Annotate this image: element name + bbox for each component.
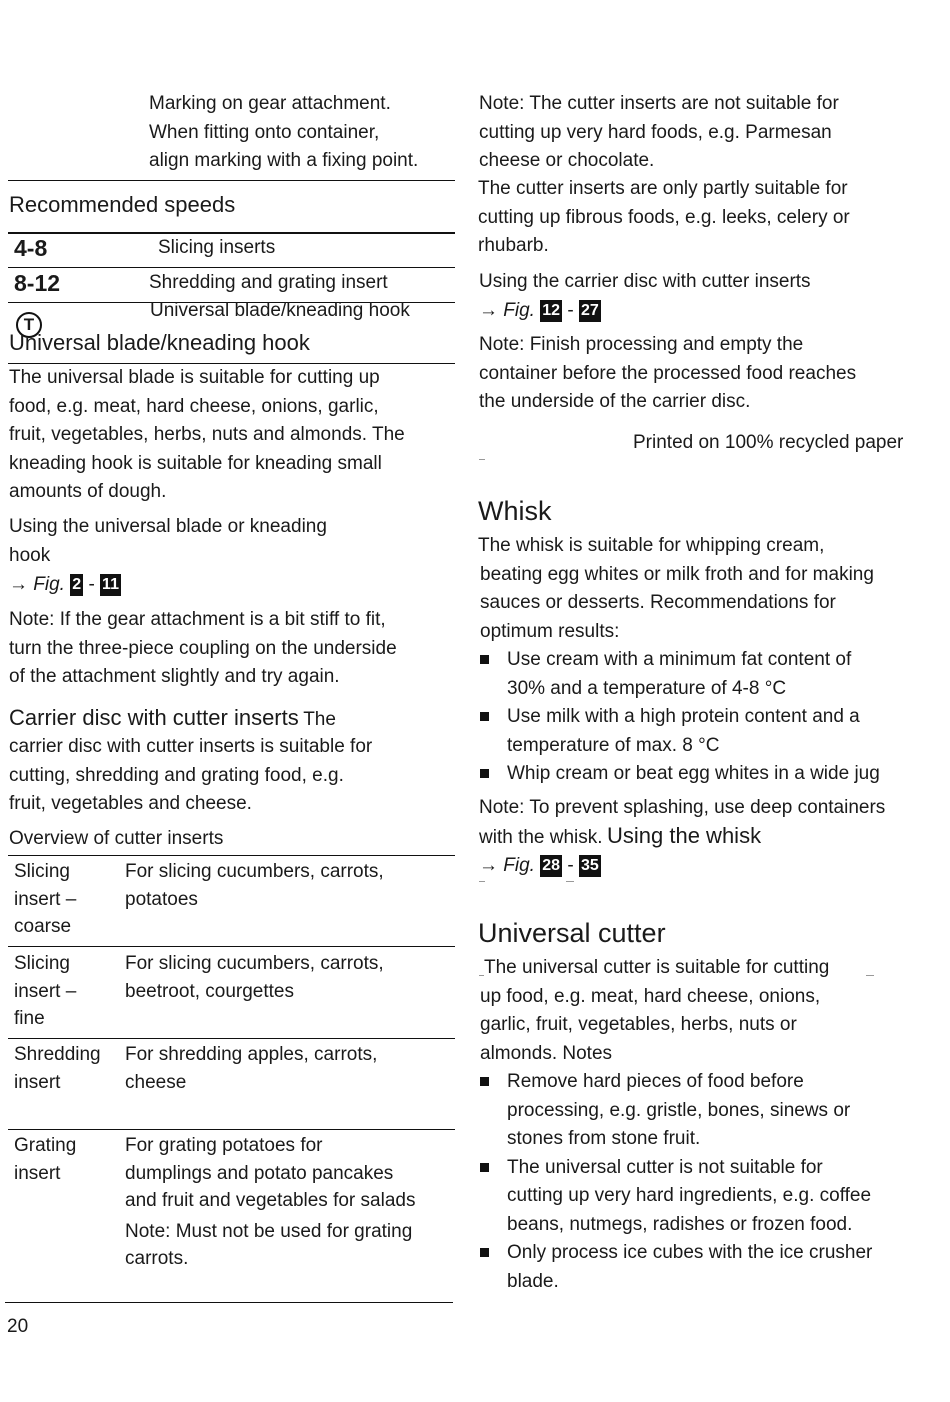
text-line: food, e.g. meat, hard cheese, onions, garlic, (9, 395, 379, 417)
arrow-right-icon: → (479, 300, 498, 321)
arrow-right-icon: → (9, 574, 28, 595)
cell-line: insert (14, 1162, 61, 1184)
list-item (478, 1239, 933, 1296)
fig-label: Fig. (503, 855, 535, 876)
text-line: temperature of max. 8 °C (507, 734, 720, 756)
universal-description (9, 364, 455, 507)
insert-description (125, 950, 455, 1005)
text-line: Note: Finish processing and empty the (479, 334, 804, 355)
divider (8, 1129, 455, 1130)
table-row (8, 950, 455, 1038)
text-line: fruit, vegetables, herbs, nuts and almonds. The (9, 424, 405, 445)
carrier-heading-line (9, 703, 455, 736)
text-line: Use milk with a high protein content and a (507, 706, 860, 727)
cell-line: For grating potatoes for (125, 1135, 323, 1156)
grating-note (125, 1218, 455, 1273)
marking-line: When fitting onto container, (149, 121, 380, 143)
text-line: Only process ice cubes with the ice crusher (507, 1242, 873, 1263)
text-line: The universal blade is suitable for cutting up (9, 367, 380, 388)
carrier-text-start: The (303, 709, 336, 730)
using-whisk-heading: Using the whisk (607, 823, 762, 848)
list-item (478, 760, 933, 789)
text-line: beans, nutmegs, radishes or frozen food. (507, 1213, 853, 1235)
list-item (478, 1068, 933, 1154)
text-line: of the attachment slightly and try again. (9, 666, 340, 687)
overview-heading: Overview of cutter inserts (9, 828, 224, 849)
speed-row (8, 296, 455, 330)
figure-reference (479, 852, 601, 880)
text-line: beating egg whites or milk froth and for making (480, 563, 874, 585)
text-line: with the whisk. (479, 827, 603, 848)
cell-line: For shredding apples, carrots, (125, 1044, 378, 1065)
divider (8, 180, 455, 181)
cell-line: dumplings and potato pancakes (125, 1162, 394, 1184)
finish-note (479, 331, 934, 417)
list-item (478, 1154, 933, 1240)
marking-line: align marking with a fixing point. (149, 150, 419, 171)
figure-number-badge: 35 (579, 855, 601, 877)
table-top-rule (8, 855, 455, 856)
hard-food-note (479, 90, 934, 176)
cell-line: carrots. (125, 1248, 189, 1269)
bullet-square-icon (480, 769, 489, 778)
text-line: amounts of dough. (9, 481, 167, 502)
figure-number-badge: 12 (540, 300, 562, 322)
fig-label: Fig. (503, 300, 535, 321)
bullet-square-icon (480, 1163, 489, 1172)
insert-name (14, 950, 119, 1033)
speed-value: 4-8 (14, 235, 48, 261)
whisk-description (478, 532, 933, 646)
fig-label: Fig. (33, 574, 65, 595)
text-line: kneading hook is suitable for kneading small (9, 452, 382, 474)
marking-line: Marking on gear attachment. (149, 93, 391, 114)
table-row (8, 858, 455, 946)
text-line: cheese or chocolate. (479, 150, 655, 171)
text-line: The universal cutter is suitable for cutting (484, 957, 830, 978)
text-line: cutting up fibrous foods, e.g. leeks, celery or (478, 206, 850, 228)
bullet-square-icon (480, 655, 489, 664)
fibrous-note (478, 175, 933, 261)
figure-number-badge: 27 (579, 300, 601, 322)
cell-line: insert – (14, 980, 77, 1002)
text-line: garlic, fruit, vegetables, herbs, nuts or (480, 1014, 797, 1035)
insert-name (14, 858, 119, 941)
text-line: rhubarb. (478, 235, 549, 256)
text-line: 30% and a temperature of 4-8 °C (507, 677, 787, 699)
figure-number-badge: 2 (70, 574, 83, 596)
text-line: carrier disc with cutter inserts is suitable for (9, 736, 373, 757)
text-line: up food, e.g. meat, hard cheese, onions, (480, 985, 821, 1007)
bullet-square-icon (480, 1077, 489, 1086)
speed-label: Slicing inserts (158, 237, 276, 258)
universal-cutter-description (478, 954, 933, 1068)
text-line: The whisk is suitable for whipping cream, (478, 535, 825, 556)
text-line: processing, e.g. gristle, bones, sinews or (507, 1099, 851, 1121)
cell-line: insert (14, 1071, 61, 1093)
figure-number-badge: 11 (100, 574, 121, 596)
cell-line: For slicing cucumbers, carrots, (125, 861, 384, 882)
universal-cutter-notes-list (478, 1068, 933, 1296)
speed-label: Shredding and grating insert (149, 272, 388, 293)
cell-line: cheese (125, 1071, 187, 1093)
page-number: 20 (7, 1316, 29, 1337)
insert-description (125, 1041, 455, 1096)
speed-value: 8-12 (14, 270, 61, 296)
text-line: cutting up very hard foods, e.g. Parmesan (479, 121, 832, 143)
text-line: Remove hard pieces of food before (507, 1071, 804, 1092)
turbo-t-icon: T (16, 312, 42, 338)
list-item (478, 703, 933, 760)
artifact-mark (866, 975, 874, 976)
universal-heading: Universal blade/kneading hook (9, 330, 310, 355)
text-line: the underside of the carrier disc. (479, 391, 751, 412)
carrier-description (9, 733, 455, 819)
gear-note (9, 606, 455, 692)
text-line: Note: The cutter inserts are not suitable for (479, 93, 839, 114)
cell-line: For slicing cucumbers, carrots, (125, 953, 384, 974)
range-separator: - (567, 855, 574, 876)
whisk-heading: Whisk (478, 496, 552, 526)
cell-line: Note: Must not be used for grating (125, 1220, 413, 1242)
bullet-square-icon (480, 712, 489, 721)
text-line: cutting, shredding and grating food, e.g. (9, 764, 344, 786)
arrow-right-icon: → (479, 855, 498, 876)
text-line: stones from stone fruit. (507, 1128, 701, 1149)
figure-number-badge: 28 (540, 855, 562, 877)
whisk-tips-list (478, 646, 933, 789)
carrier-heading: Carrier disc with cutter inserts (9, 705, 299, 730)
artifact-mark (479, 881, 485, 882)
table-row (8, 1041, 455, 1129)
figure-reference (9, 571, 121, 599)
speed-label: Universal blade/kneading hook (150, 300, 410, 321)
text-line: blade. (507, 1270, 559, 1292)
artifact-mark (566, 881, 574, 882)
divider (8, 946, 455, 947)
artifact-mark (479, 459, 485, 460)
table-bottom-rule (5, 1302, 453, 1303)
text-line: hook (9, 544, 51, 566)
marking-note (149, 90, 459, 176)
speed-row (8, 233, 455, 267)
list-item (478, 646, 933, 703)
splash-note-continued (479, 822, 761, 854)
insert-description (125, 858, 455, 913)
cell-line: Shredding (14, 1044, 101, 1065)
range-separator: - (567, 300, 574, 321)
text-line: Using the universal blade or kneading (9, 516, 327, 537)
text-line: The cutter inserts are only partly suitable for (478, 178, 848, 199)
table-row (8, 1132, 455, 1302)
using-carrier-heading: Using the carrier disc with cutter inserts (479, 271, 811, 292)
cell-line: and fruit and vegetables for salads (125, 1190, 416, 1211)
divider (8, 1038, 455, 1039)
speeds-heading: Recommended speeds (9, 192, 236, 217)
cell-line: insert – (14, 888, 77, 910)
text-line: optimum results: (480, 620, 620, 642)
cell-line: fine (14, 1008, 45, 1029)
cell-line: potatoes (125, 888, 198, 910)
cell-line: beetroot, courgettes (125, 980, 294, 1002)
insert-name (14, 1132, 119, 1187)
splash-note: Note: To prevent splashing, use deep containers (479, 797, 886, 818)
recycled-paper-note: Printed on 100% recycled paper (633, 432, 904, 453)
text-line: The universal cutter is not suitable for (507, 1156, 823, 1178)
cell-line: Slicing (14, 953, 70, 974)
text-line: Whip cream or beat egg whites in a wide jug (507, 763, 880, 784)
text-line: Use cream with a minimum fat content of (507, 649, 852, 670)
insert-description (125, 1132, 455, 1273)
cell-line: Slicing (14, 861, 70, 882)
using-blade-heading (9, 513, 455, 570)
range-separator: - (88, 574, 95, 595)
universal-cutter-heading: Universal cutter (478, 918, 666, 948)
text-line: Note: If the gear attachment is a bit stiff to fit, (9, 609, 386, 630)
text-line: cutting up very hard ingredients, e.g. coffee (507, 1185, 872, 1206)
cell-line: coarse (14, 916, 72, 937)
text-line: container before the processed food reaches (479, 362, 857, 384)
artifact-mark (479, 975, 484, 976)
insert-name (14, 1041, 119, 1096)
cell-line: Grating (14, 1135, 77, 1156)
text-line: turn the three-piece coupling on the underside (9, 637, 397, 659)
figure-reference (479, 297, 601, 325)
text-line: almonds. Notes (480, 1042, 613, 1064)
text-line: fruit, vegetables and cheese. (9, 793, 252, 814)
text-line: sauces or desserts. Recommendations for (480, 592, 836, 613)
bullet-square-icon (480, 1248, 489, 1257)
